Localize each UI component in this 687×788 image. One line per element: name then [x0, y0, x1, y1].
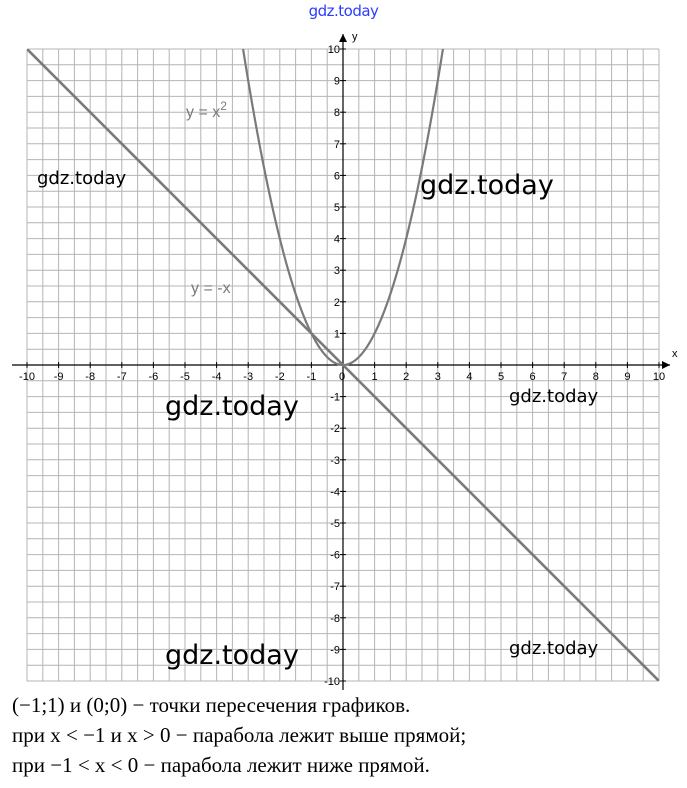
caption-line: при −1 < x < 0 − парабола лежит ниже прямой.: [12, 753, 430, 777]
y-tick-label: 6: [333, 170, 340, 183]
y-axis-label: y: [352, 31, 358, 43]
x-tick-label: -6: [148, 371, 159, 383]
series-label-line: y = -x: [191, 280, 231, 297]
x-tick-label: -2: [274, 371, 285, 383]
y-tick-label: -8: [330, 612, 340, 625]
x-tick-label: 3: [434, 371, 441, 383]
x-tick-label: -7: [116, 371, 127, 383]
caption: [12, 690, 682, 780]
x-tick-label: 6: [529, 371, 536, 383]
watermark-top: gdz.today: [308, 2, 379, 20]
y-tick-label: 8: [333, 107, 340, 120]
y-tick-label: -3: [330, 454, 340, 467]
x-tick-label: 1: [371, 371, 378, 383]
x-tick-label: -3: [243, 371, 254, 383]
x-tick-label: 4: [466, 371, 473, 383]
caption-line: при x < −1 и x > 0 − парабола лежит выше прямой;: [12, 723, 467, 747]
x-tick-label: -8: [85, 371, 96, 383]
x-tick-label: -10: [19, 371, 35, 383]
y-tick-label: -10: [324, 676, 340, 688]
y-tick-label: -4: [330, 486, 340, 499]
y-tick-label: -9: [330, 644, 340, 657]
x-tick-label: 7: [561, 371, 568, 383]
series-label-parabola: $y = x^2$: [186, 99, 227, 121]
y-tick-label: 5: [333, 202, 340, 214]
x-tick-label: 10: [652, 371, 666, 383]
y-tick-label: -7: [330, 581, 340, 594]
x-tick-label: -4: [211, 371, 222, 383]
y-tick-label: -5: [330, 518, 340, 530]
x-tick-label: 9: [624, 371, 631, 383]
watermark: gdz.today: [509, 386, 599, 407]
series-label-exponent: 2: [220, 99, 227, 113]
y-tick-label: 9: [333, 75, 340, 88]
x-tick-label: -5: [180, 371, 190, 383]
x-tick-label: 8: [592, 371, 599, 383]
y-tick-label: 3: [333, 265, 340, 278]
y-tick-label: 2: [333, 296, 340, 309]
x-axis-label: x: [672, 348, 678, 360]
watermark: gdz.today: [37, 168, 127, 189]
y-tick-label: -2: [330, 423, 340, 436]
x-tick-label: 0: [338, 371, 346, 383]
x-axis-arrow: [662, 361, 670, 369]
x-tick-label: -1: [306, 371, 317, 383]
x-tick-label: 5: [497, 371, 505, 383]
x-tick-label: -9: [53, 371, 64, 383]
x-tick-label: 2: [403, 371, 410, 383]
y-tick-label: 7: [333, 138, 340, 151]
watermark: gdz.today: [165, 640, 299, 671]
y-tick-label: 10: [327, 44, 340, 56]
y-tick-label: -6: [330, 549, 340, 562]
y-tick-label: -1: [330, 391, 340, 404]
y-tick-label: 4: [333, 233, 340, 246]
y-axis-arrow: [339, 34, 347, 42]
watermark: gdz.today: [509, 638, 599, 659]
y-tick-label: 1: [333, 328, 340, 341]
watermark: gdz.today: [165, 391, 299, 422]
watermark: gdz.today: [420, 170, 554, 201]
caption-line: (−1;1) и (0;0) − точки пересечения графиков.: [12, 693, 411, 717]
